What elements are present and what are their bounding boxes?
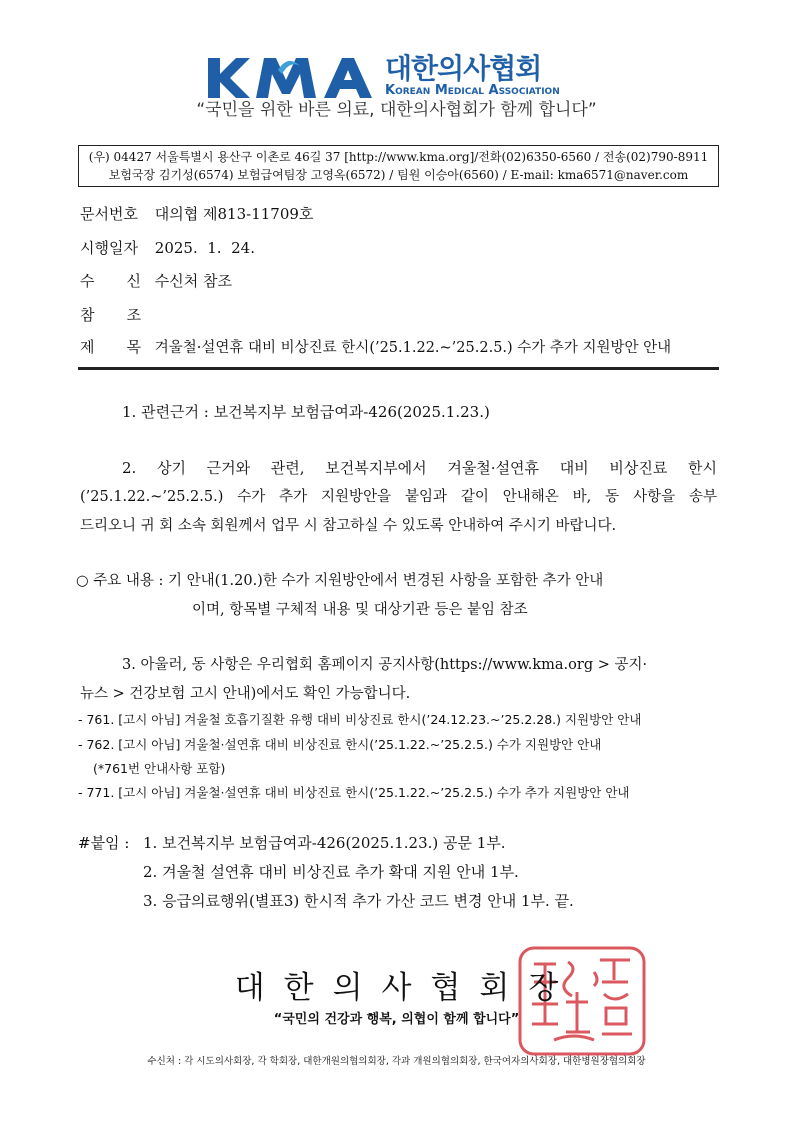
footer-slogan: “국민의 건강과 행복, 의협이 함께 합니다” <box>273 1012 520 1027</box>
contact-staff: 보험국장 김기성(6574) 보험급여팀장 고영옥(6572) / 팀원 이승아(6560) / E-mail: kma6571@naver.com <box>108 168 689 182</box>
doc-no-value: 대의협 제813-11709호 <box>154 205 314 223</box>
notice-761: - 761. [고시 아님] 겨울철 호흡기질환 유행 대비 비상진료 한시(’24.12.23.~’25.2.28.) 지원방안 안내 <box>78 712 642 727</box>
contact-address: (우) 04427 서울특별시 용산구 이촌로 46길 37 [http://www.kma.org]/전화(02)6350-6560 / 전송(02)790-8911 <box>88 150 709 164</box>
subject-value: 겨울철·설연휴 대비 비상진료 한시(’25.1.22.~’25.2.5.) 수가 추가 지원방안 안내 <box>154 340 672 356</box>
paragraph-3-line-2: 뉴스 > 건강보험 고시 안내)에서도 확인 가능합니다. <box>80 686 411 702</box>
contact-box <box>78 145 719 187</box>
key-content-line-1: ○ 주요 내용 : 기 안내(1.20.)한 수가 지원방안에서 변경된 사항을 포함한 추가 안내 <box>76 573 604 589</box>
date-label: 시행일자 <box>80 239 138 257</box>
attachment-3: 3. 응급의료행위(별표3) 한시적 추가 가산 코드 변경 안내 1부. 끝. <box>143 892 574 910</box>
motto: “국민을 위한 바른 의료, 대한의사협회가 함께 합니다” <box>196 100 597 120</box>
date-value: 2025. 1. 24. <box>154 239 255 257</box>
subject-label-1: 제 <box>80 338 95 356</box>
key-content-line-2: 이며, 항목별 구체적 내용 및 대상기관 등은 붙임 참조 <box>192 602 528 618</box>
meta-reference <box>80 304 150 326</box>
meta-recipient <box>80 270 232 292</box>
meta-doc-no <box>80 203 313 225</box>
paragraph-2-line-1: 2. 상기 근거와 관련, 보건복지부에서 겨울철·설연휴 대비 비상진료 한시 <box>122 459 717 477</box>
attachments-label: #붙임 : <box>78 834 130 852</box>
paragraph-2-line-2: (’25.1.22.~’25.2.5.) 수가 추가 지원방안을 붙임과 같이 안내해온 바, 동 사항을 송부 <box>80 489 717 505</box>
issuer-signature: 대한의사협회장 <box>234 970 578 1006</box>
attachment-2: 2. 겨울철 설연휴 대비 비상진료 추가 확대 지원 안내 1부. <box>143 863 519 881</box>
paragraph-1: 1. 관련근거 : 보건복지부 보험급여과-426(2025.1.23.) <box>122 403 490 421</box>
kma-logo <box>208 56 386 100</box>
org-name-ko: 대한의사협회 <box>385 52 542 85</box>
subject-label-2: 목 <box>126 338 141 356</box>
attachment-1: 1. 보건복지부 보험급여과-426(2025.1.23.) 공문 1부. <box>143 834 506 852</box>
recipients-list: 수신처 : 각 시도의사회장, 각 학회장, 대한개원의협의회장, 각과 개원의협의회장, 한국여자의사회장, 대한병원장협의회장 <box>147 1056 646 1067</box>
notice-762: - 762. [고시 아님] 겨울철·설연휴 대비 비상진료 한시(’25.1.22.~’25.2.5.) 수가 지원방안 안내 <box>78 737 602 752</box>
paragraph-2-line-3: 드리오니 귀 회 소속 회원께서 업무 시 참고하실 수 있도록 안내하여 주시기 바랍니다. <box>80 518 617 534</box>
recipient-label-2: 신 <box>126 272 141 290</box>
meta-subject <box>80 336 671 359</box>
ref-label-2: 조 <box>126 306 141 324</box>
meta-date <box>80 237 255 259</box>
notice-771: - 771. [고시 아님] 겨울철·설연휴 대비 비상진료 한시(’25.1.22.~’25.2.5.) 수가 추가 지원방안 안내 <box>78 785 630 800</box>
notice-762-note: (*761번 안내사항 포함) <box>93 761 226 776</box>
recipient-value: 수신처 참조 <box>154 272 232 290</box>
header-divider <box>78 367 719 370</box>
org-name-en: Korean Medical Association <box>385 83 560 98</box>
paragraph-3-line-1: 3. 아울러, 동 사항은 우리협회 홈페이지 공지사항(https://www.kma.org > 공지· <box>122 657 648 673</box>
ref-label-1: 참 <box>80 306 95 324</box>
recipient-label-1: 수 <box>80 272 95 290</box>
doc-no-label: 문서번호 <box>80 205 138 223</box>
